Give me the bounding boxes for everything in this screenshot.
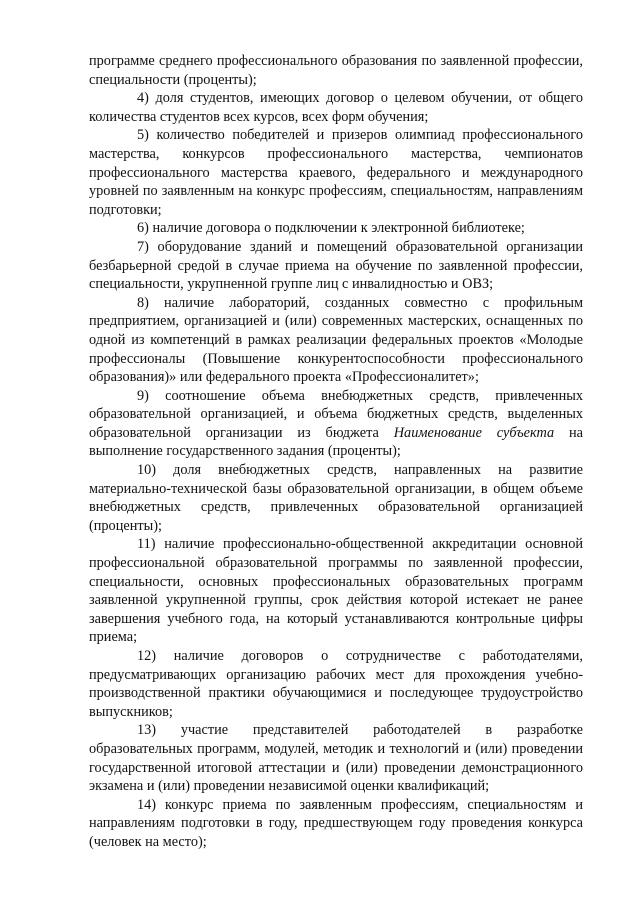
- paragraph-item-13: 13) участие представителей работодателей в разработке образовательных программ, модулей, методик и технологий и (или) проведении государственной итоговой аттестации и (или) проведении демонстрационного экзамена и (или) проведении независимой оценки квалификаций;: [89, 722, 583, 795]
- paragraph-item-5: 5) количество победителей и призеров олимпиад профессионального мастерства, конкурсов профессионального мастерства, чемпионатов профессионального мастерства краевого, федерального и международного уровней по заявленным на конкурс профессиям, специальностям, направлениям подготовки;: [89, 127, 583, 218]
- paragraph-item-7: 7) оборудование зданий и помещений образовательной организации безбарьерной средой в случае приема на обучение по заявленной профессии, специальности, укрупненной группе лиц с инвалидностью и ОВЗ;: [89, 238, 583, 293]
- paragraph-item-14: 14) конкурс приема по заявленным профессиям, специальностям и направлениям подготовки в году, предшествующем году проведения конкурса (человек на место);: [89, 796, 583, 850]
- subject-name-placeholder: Наименование субъекта: [393, 424, 555, 441]
- paragraph-item-9-part-2: на выполнение государственного задания (проценты);: [89, 424, 583, 460]
- paragraph-item-9: [89, 387, 583, 461]
- paragraph-item-11: 11) наличие профессионально-общественной аккредитации основной профессиональной образовательной программы по заявленной профессии, специальности, основных профессиональных образовательных программ заявленной укрупненной группы, срок действия которой истекает не ранее завершения учебного года, на который устанавливаются контрольные цифры приема;: [89, 536, 583, 646]
- paragraph-item-8: 8) наличие лабораторий, созданных совместно с профильным предприятием, организацией и (или) современных мастерских, оснащенных по одной из компетенций в рамках реализации федеральных проектов «Молодые профессионалы (Повышение конкурентоспособности профессионального образования)» или федерального проекта «Профессионалитет»;: [89, 294, 583, 386]
- paragraph-item-12: 12) наличие договоров о сотрудничестве с работодателями, предусматривающих организацию рабочих мест для прохождения учебно-производственной практики обучающимися и последующее трудоустройство выпускников;: [89, 648, 583, 720]
- paragraph-item-9-part-1: 9) соотношение объема внебюджетных средств, привлеченных образовательной организацией, и объема бюджетных средств, выделенных образовательной организации из бюджета: [89, 387, 583, 441]
- paragraph-item-4: 4) доля студентов, имеющих договор о целевом обучении, от общего количества студентов всех курсов, всех форм обучения;: [89, 90, 583, 125]
- paragraph-continuation: программе среднего профессионального образования по заявленной профессии, специальности (проценты);: [89, 53, 583, 88]
- paragraph-item-10: 10) доля внебюджетных средств, направленных на развитие материально-технической базы образовательной организации, в общем объеме внебюджетных средств, привлеченных образовательной организацией (проценты);: [89, 462, 583, 534]
- paragraph-item-6: 6) наличие договора о подключении к электронной библиотеке;: [137, 220, 525, 237]
